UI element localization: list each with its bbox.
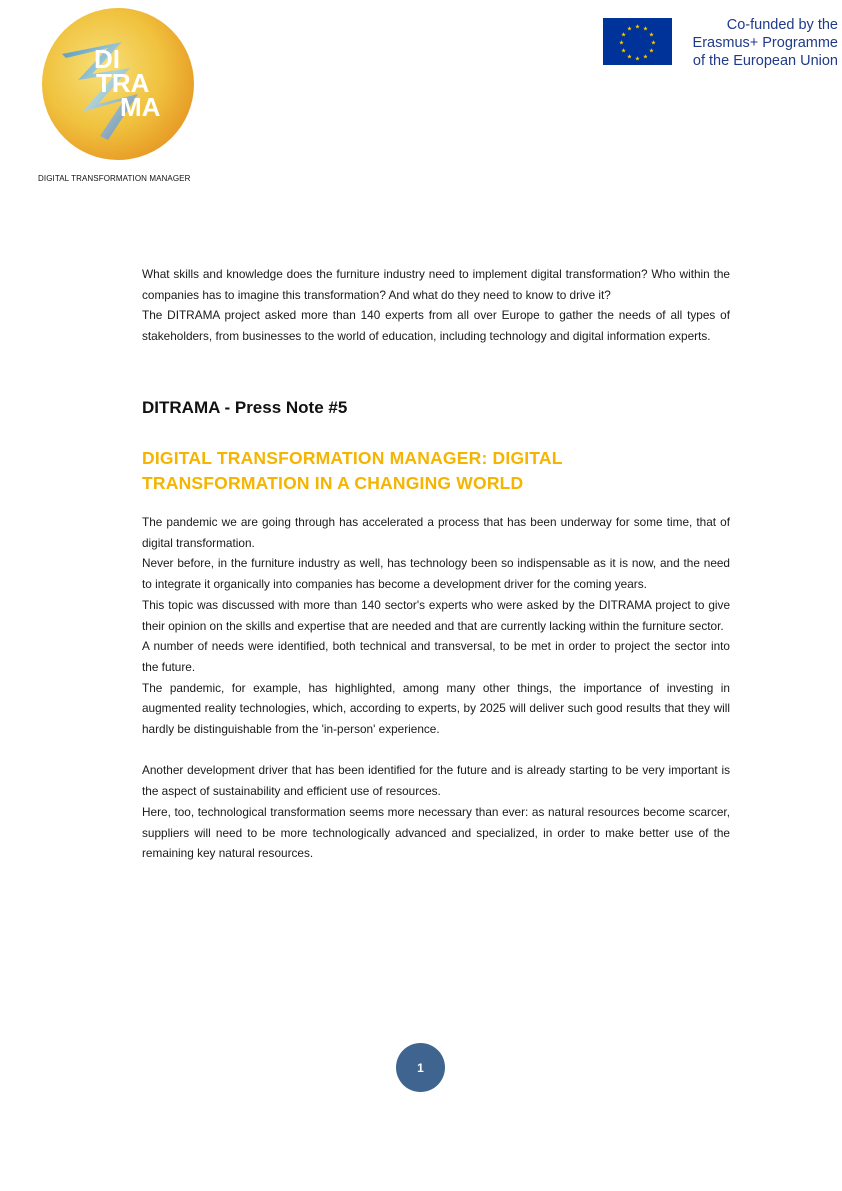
logo-caption: DIGITAL TRANSFORMATION MANAGER [38, 174, 191, 183]
body-paragraph-6: Another development driver that has been identified for the future and is already starting to be very important is the aspect of sustainability and efficient use of resources. [142, 763, 730, 799]
svg-text:★: ★ [626, 25, 633, 33]
body-section [142, 512, 730, 864]
body-paragraph-7: Here, too, technological transformation seems more necessary than ever: as natural resources become scarcer, suppliers will need to be more technologically advanced and specialized, in order to make better use of the remaining key natural resources. [142, 804, 730, 861]
svg-text:★: ★ [650, 39, 657, 47]
body-paragraph-4: A number of needs were identified, both technical and transversal, to be met in order to project the sector into the future. [142, 639, 730, 674]
ditrama-logo-icon [38, 8, 198, 160]
svg-text:★: ★ [648, 31, 655, 39]
eu-flag-icon [603, 18, 672, 65]
logo-text-line-3: MA [120, 92, 161, 122]
logo-text-line-2: TRA [96, 68, 150, 98]
logo-text-line-1: DI [94, 44, 120, 74]
eu-funding-text [683, 16, 838, 70]
body-paragraph-5: The pandemic, for example, has highlighted, among many other things, the importance of investing in augmented reality technologies, which, according to experts, by 2025 will deliver such good results that they will hardly be distinguishable from the 'in-person' experience. [142, 680, 730, 737]
intro-paragraph-1: What skills and knowledge does the furniture industry need to implement digital transformation? Who within the companies has to imagine this transformation? And what do they need to know to drive it? [142, 267, 730, 302]
eu-text-line-3: of the European Union [692, 53, 838, 69]
main-heading: DIGITAL TRANSFORMATION MANAGER: DIGITAL TRANSFORMATION IN A CHANGING WORLD [142, 448, 563, 493]
press-note-title: DITRAMA - Press Note #5 [142, 398, 348, 417]
body-paragraph-3: This topic was discussed with more than 140 sector's experts who were asked by the DITRAMA project to give their opinion on the skills and expertise that are needed and that are currently lacking within the furniture sector. [142, 597, 730, 633]
intro-paragraph-2: The DITRAMA project asked more than 140 experts from all over Europe to gather the needs of all types of stakeholders, from businesses to the world of education, including technology and digital information experts. [142, 308, 730, 344]
svg-text:★: ★ [634, 55, 641, 63]
body-paragraph-2: Never before, in the furniture industry as well, has technology been so indispensable as it is now, and the need to integrate it organically into companies has become a development driver for the coming years. [142, 556, 730, 592]
body-paragraph-1: The pandemic we are going through has accelerated a process that has been underway for some time, that of digital transformation. [142, 515, 730, 550]
intro-section [142, 264, 730, 347]
svg-text:★: ★ [618, 39, 625, 47]
paragraph-gap [142, 740, 730, 761]
svg-text:★: ★ [620, 31, 627, 39]
svg-text:★: ★ [620, 47, 627, 55]
svg-text:★: ★ [642, 53, 649, 61]
svg-text:★: ★ [634, 23, 641, 31]
svg-text:★: ★ [626, 53, 633, 61]
svg-text:★: ★ [642, 25, 649, 33]
svg-text:★: ★ [648, 47, 655, 55]
eu-text-line-2: Erasmus+ Programme [692, 35, 838, 51]
eu-funding-badge [603, 18, 838, 68]
page-number-badge [396, 1043, 445, 1092]
page-number: 1 [417, 1060, 424, 1075]
eu-text-line-1: Co-funded by the [726, 17, 838, 33]
